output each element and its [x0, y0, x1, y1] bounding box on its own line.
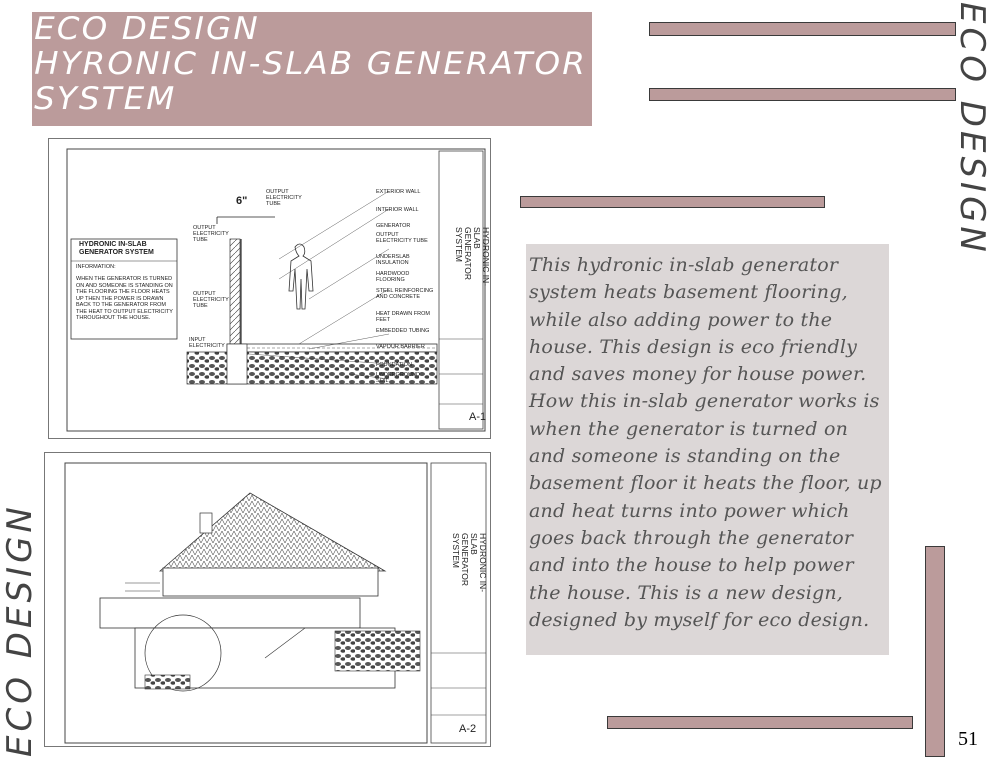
label-output-tube: OUTPUT ELECTRICITY TUBE — [376, 232, 428, 245]
decor-bar-vertical — [925, 546, 945, 757]
sheet-title-a2: HYDRONIC IN-SLAB GENERATOR SYSTEM — [451, 533, 488, 593]
side-label-right: ECO DESIGN — [952, 2, 992, 256]
label-interior-wall: INTERIOR WALL — [376, 207, 419, 213]
page-number: 51 — [958, 728, 978, 750]
description-text: This hydronic in-slab generator system heats basement flooring, while also adding power to the house. This design is eco friendly and saves money for house power. How this in-slab generator works is when the generator is turned on and someone is standing on the basement floor it heats the floor, up and heat turns into power which goes back through the generator and into the house to help power the house. This is a new design, designed by myself for eco design. — [529, 254, 882, 631]
label-embedded-tubing: EMBEDDED TUBING — [376, 328, 430, 334]
sheet-id-a2: A-2 — [459, 723, 477, 735]
drawing-sheet-a1 — [48, 138, 491, 439]
info-box-heading: INFORMATION: — [76, 264, 116, 270]
dimension-label: 6" — [236, 195, 248, 207]
label-generator: GENERATOR — [376, 223, 411, 229]
description-panel — [526, 244, 889, 655]
title-banner — [32, 12, 592, 126]
side-label-left: ECO DESIGN — [0, 503, 40, 757]
decor-bar-top-2 — [649, 88, 956, 101]
title-line-3: SYSTEM — [34, 81, 177, 117]
decor-bar-top-1 — [649, 22, 956, 36]
label-left-output-tube-1: OUTPUT ELECTRICITY TUBE — [193, 225, 229, 243]
label-exterior-wall: EXTERIOR WALL — [376, 189, 421, 195]
sheet-id-a1: A-1 — [469, 411, 487, 423]
label-underground-soil: UNDERGROUND SOIL — [376, 372, 420, 385]
decor-bar-bottom — [607, 716, 913, 729]
label-heat-drawn: HEAT DRAWN FROM FEET — [376, 311, 430, 324]
info-box-title: HYDRONIC IN-SLAB GENERATOR SYSTEM — [79, 241, 154, 256]
label-underslab-insulation: UNDERSLAB INSULATION — [376, 254, 410, 267]
label-hardwood-flooring: HARDWOOD FLOORING — [376, 271, 410, 284]
label-steel-reinforcing: STEEL REINFORCING AND CONCRETE — [376, 288, 434, 301]
label-foundation: FOUNDATION — [376, 362, 412, 368]
title-line-1: ECO DESIGN — [34, 11, 260, 47]
label-left-input-electricity: INPUT ELECTRICITY — [189, 337, 225, 349]
sheet-title-a1: HYDRONIC IN-SLAB GENERATOR SYSTEM — [454, 227, 491, 287]
decor-bar-mid — [520, 196, 825, 208]
elevation-drawing-svg — [45, 453, 490, 746]
label-top-output-tube: OUTPUT ELECTRICITY TUBE — [266, 189, 302, 207]
label-left-output-tube-2: OUTPUT ELECTRICITY TUBE — [193, 291, 229, 309]
title-line-2: HYRONIC IN-SLAB GENERATOR — [34, 46, 588, 82]
drawing-sheet-a2 — [44, 452, 491, 747]
label-vapour-barrier: VAPOUR BARRIER — [376, 344, 425, 350]
info-box-text: WHEN THE GENERATOR IS TURNED ON AND SOMEONE IS STANDING ON THE FLOORING THE FLOOR HEATS UP THEN THE POWER IS DRAWN BACK TO THE GENERATOR FROM THE HEAT TO OUTPUT ELECTRICITY THROUGHOUT THE HOUSE. — [76, 276, 173, 321]
